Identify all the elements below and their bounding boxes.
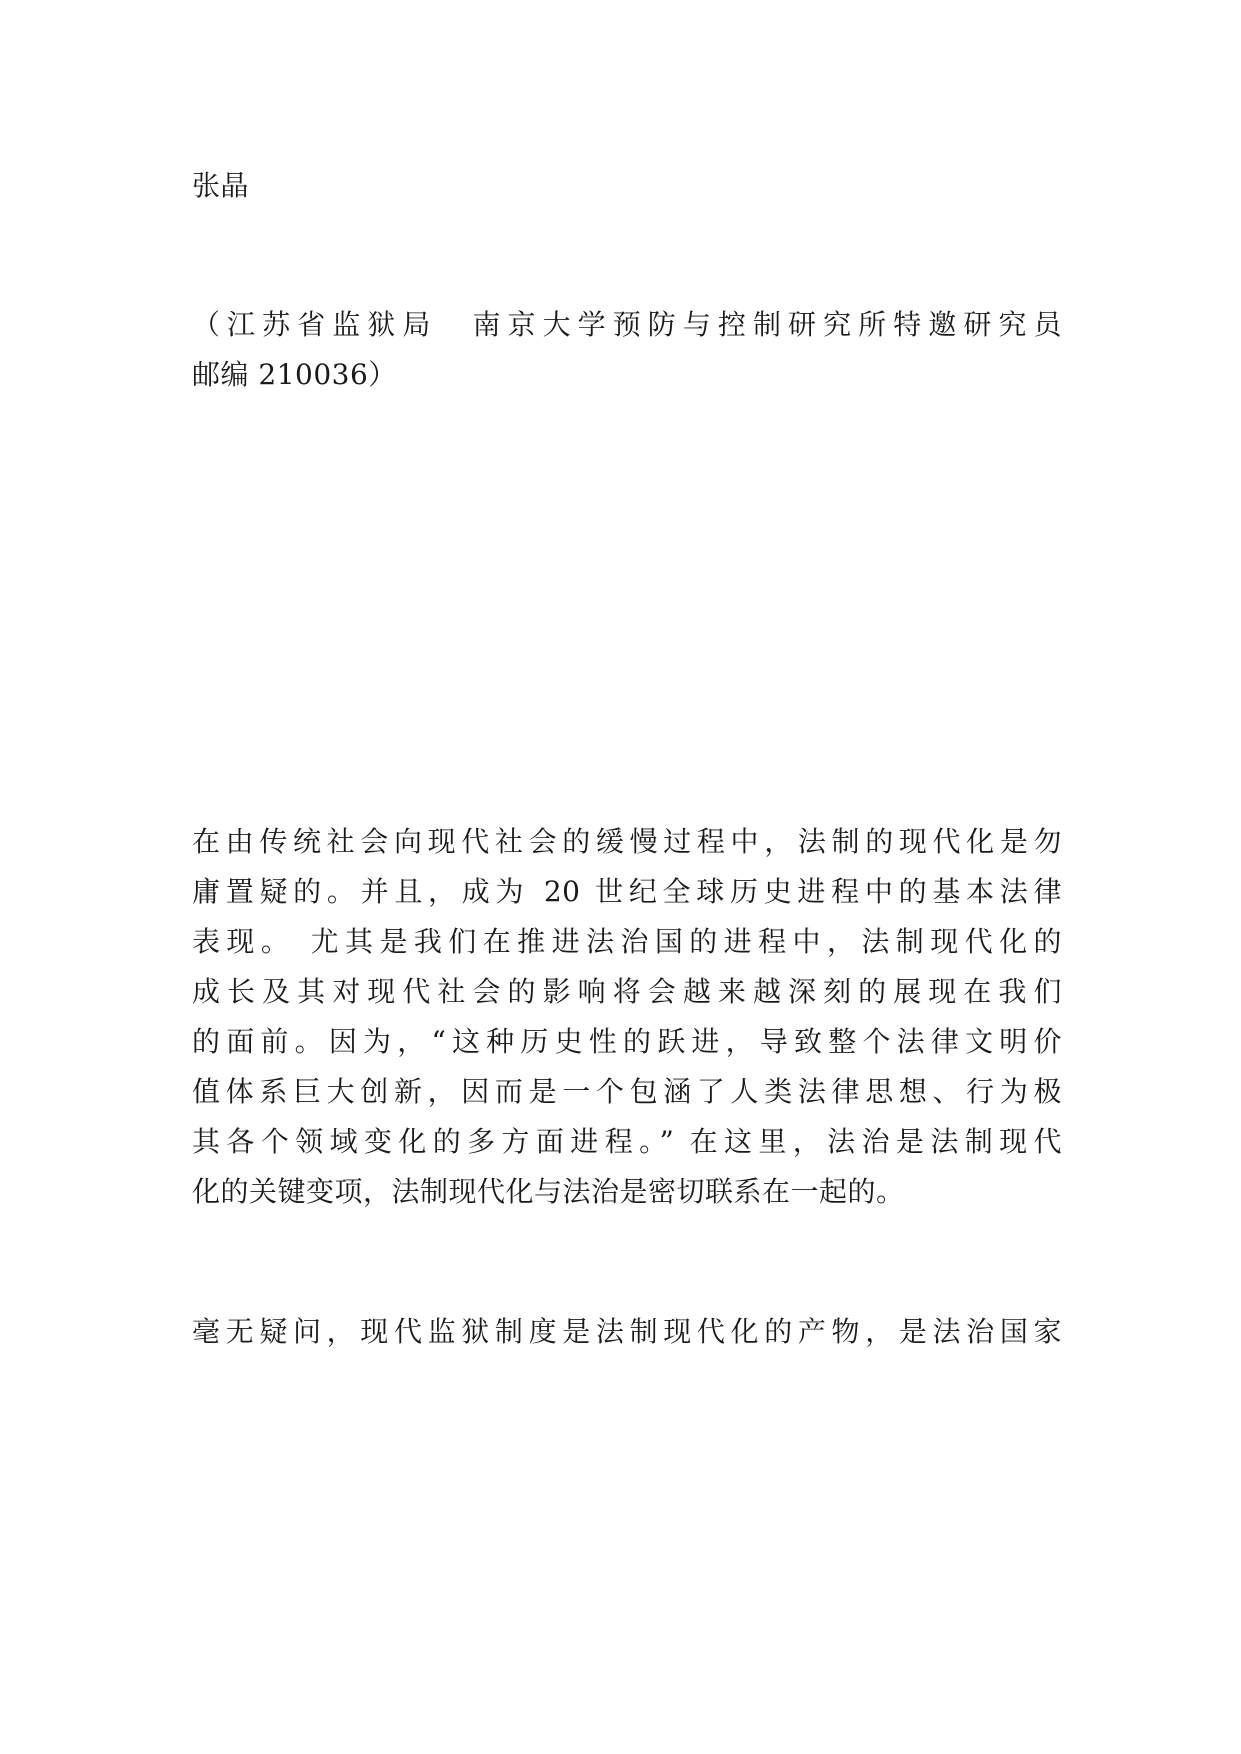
paragraph-1-line: 成长及其对现代社会的影响将会越来越深刻的展现在我们 (192, 975, 1062, 1008)
paragraph-1-line: 的面前。因为，“这种历史性的跃进，导致整个法律文明价 (192, 1025, 1062, 1058)
paragraph-1-line: 值体系巨大创新，因而是一个包涵了人类法律思想、行为极 (192, 1075, 1062, 1108)
paragraph-1-line: 化的关键变项，法制现代化与法治是密切联系在一起的。 (192, 1175, 905, 1208)
paragraph-1-line: 庸置疑的。并且，成为 20 世纪全球历史进程中的基本法律 (192, 875, 1062, 908)
affiliation-line-2: 邮编 210036） (192, 358, 397, 391)
paragraph-1-line: 其各个领域变化的多方面进程。” 在这里，法治是法制现代 (192, 1125, 1062, 1158)
affiliation-line-1: （江苏省监狱局 南京大学预防与控制研究所特邀研究员 (192, 308, 1062, 341)
paragraph-2-line: 毫无疑问，现代监狱制度是法制现代化的产物，是法治国家 (192, 1315, 1062, 1348)
paragraph-1-line: 在由传统社会向现代社会的缓慢过程中，法制的现代化是勿 (192, 825, 1062, 858)
author-name: 张晶 (192, 169, 250, 202)
paragraph-1-line: 表现。 尤其是我们在推进法治国的进程中，法制现代化的 (192, 925, 1062, 958)
